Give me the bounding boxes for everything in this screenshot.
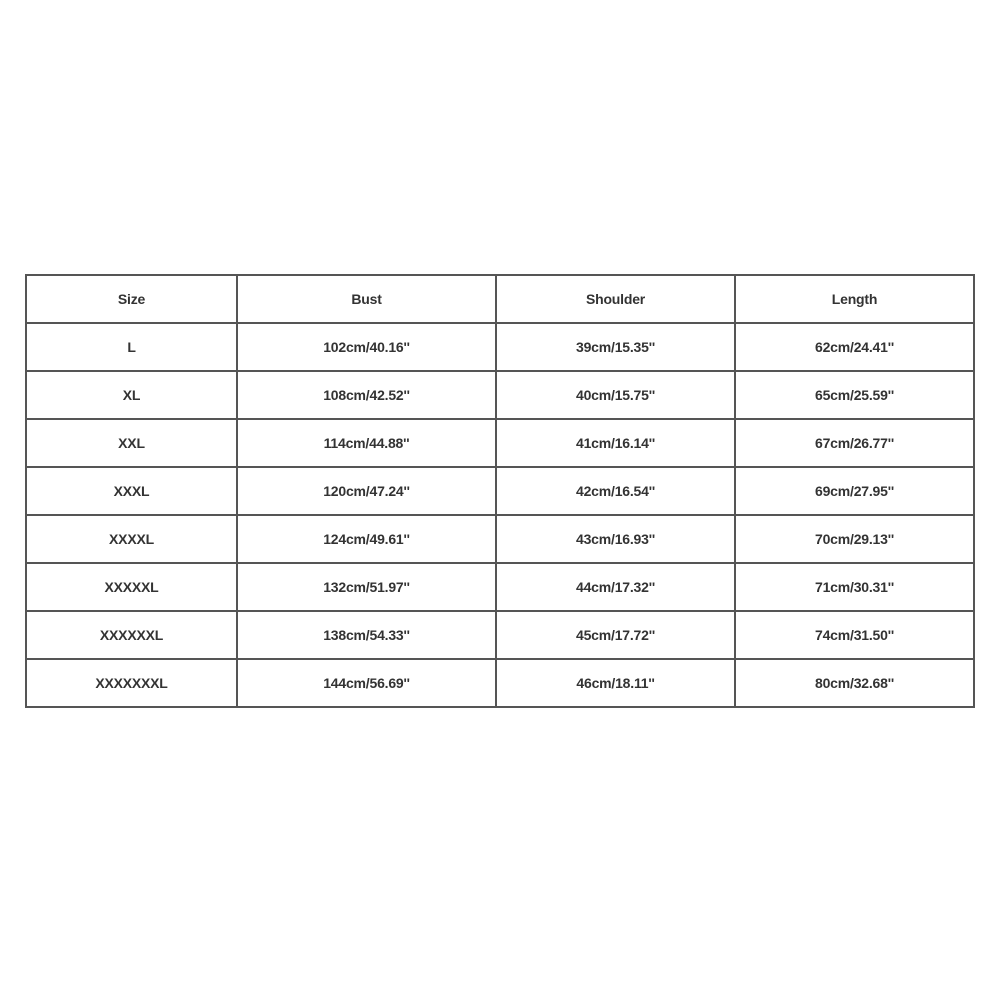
cell-size: XXXXXXL	[26, 611, 237, 659]
header-row	[26, 275, 974, 323]
cell-size: XXXXXL	[26, 563, 237, 611]
table-row	[26, 419, 974, 467]
header-shoulder: Shoulder	[496, 275, 735, 323]
cell-bust: 114cm/44.88''	[237, 419, 496, 467]
cell-bust: 144cm/56.69''	[237, 659, 496, 707]
cell-bust: 120cm/47.24''	[237, 467, 496, 515]
cell-shoulder: 45cm/17.72''	[496, 611, 735, 659]
header-bust: Bust	[237, 275, 496, 323]
cell-length: 65cm/25.59''	[735, 371, 974, 419]
cell-shoulder: 39cm/15.35''	[496, 323, 735, 371]
cell-shoulder: 40cm/15.75''	[496, 371, 735, 419]
cell-size: XXXL	[26, 467, 237, 515]
table-body	[26, 323, 974, 707]
cell-bust: 108cm/42.52''	[237, 371, 496, 419]
table-row	[26, 323, 974, 371]
cell-shoulder: 43cm/16.93''	[496, 515, 735, 563]
cell-shoulder: 42cm/16.54''	[496, 467, 735, 515]
cell-bust: 132cm/51.97''	[237, 563, 496, 611]
cell-size: XXXXXXXL	[26, 659, 237, 707]
cell-bust: 102cm/40.16''	[237, 323, 496, 371]
cell-size: XXL	[26, 419, 237, 467]
cell-size: XXXXL	[26, 515, 237, 563]
cell-length: 69cm/27.95''	[735, 467, 974, 515]
table-row	[26, 515, 974, 563]
table-row	[26, 659, 974, 707]
header-length: Length	[735, 275, 974, 323]
cell-shoulder: 41cm/16.14''	[496, 419, 735, 467]
cell-length: 70cm/29.13''	[735, 515, 974, 563]
cell-bust: 124cm/49.61''	[237, 515, 496, 563]
cell-size: L	[26, 323, 237, 371]
cell-length: 80cm/32.68''	[735, 659, 974, 707]
cell-shoulder: 44cm/17.32''	[496, 563, 735, 611]
cell-size: XL	[26, 371, 237, 419]
cell-shoulder: 46cm/18.11''	[496, 659, 735, 707]
cell-length: 71cm/30.31''	[735, 563, 974, 611]
header-size: Size	[26, 275, 237, 323]
table-header	[26, 275, 974, 323]
cell-length: 74cm/31.50''	[735, 611, 974, 659]
cell-bust: 138cm/54.33''	[237, 611, 496, 659]
table-row	[26, 467, 974, 515]
cell-length: 67cm/26.77''	[735, 419, 974, 467]
table-row	[26, 611, 974, 659]
table-row	[26, 371, 974, 419]
table-row	[26, 563, 974, 611]
size-chart-table	[25, 274, 975, 708]
cell-length: 62cm/24.41''	[735, 323, 974, 371]
